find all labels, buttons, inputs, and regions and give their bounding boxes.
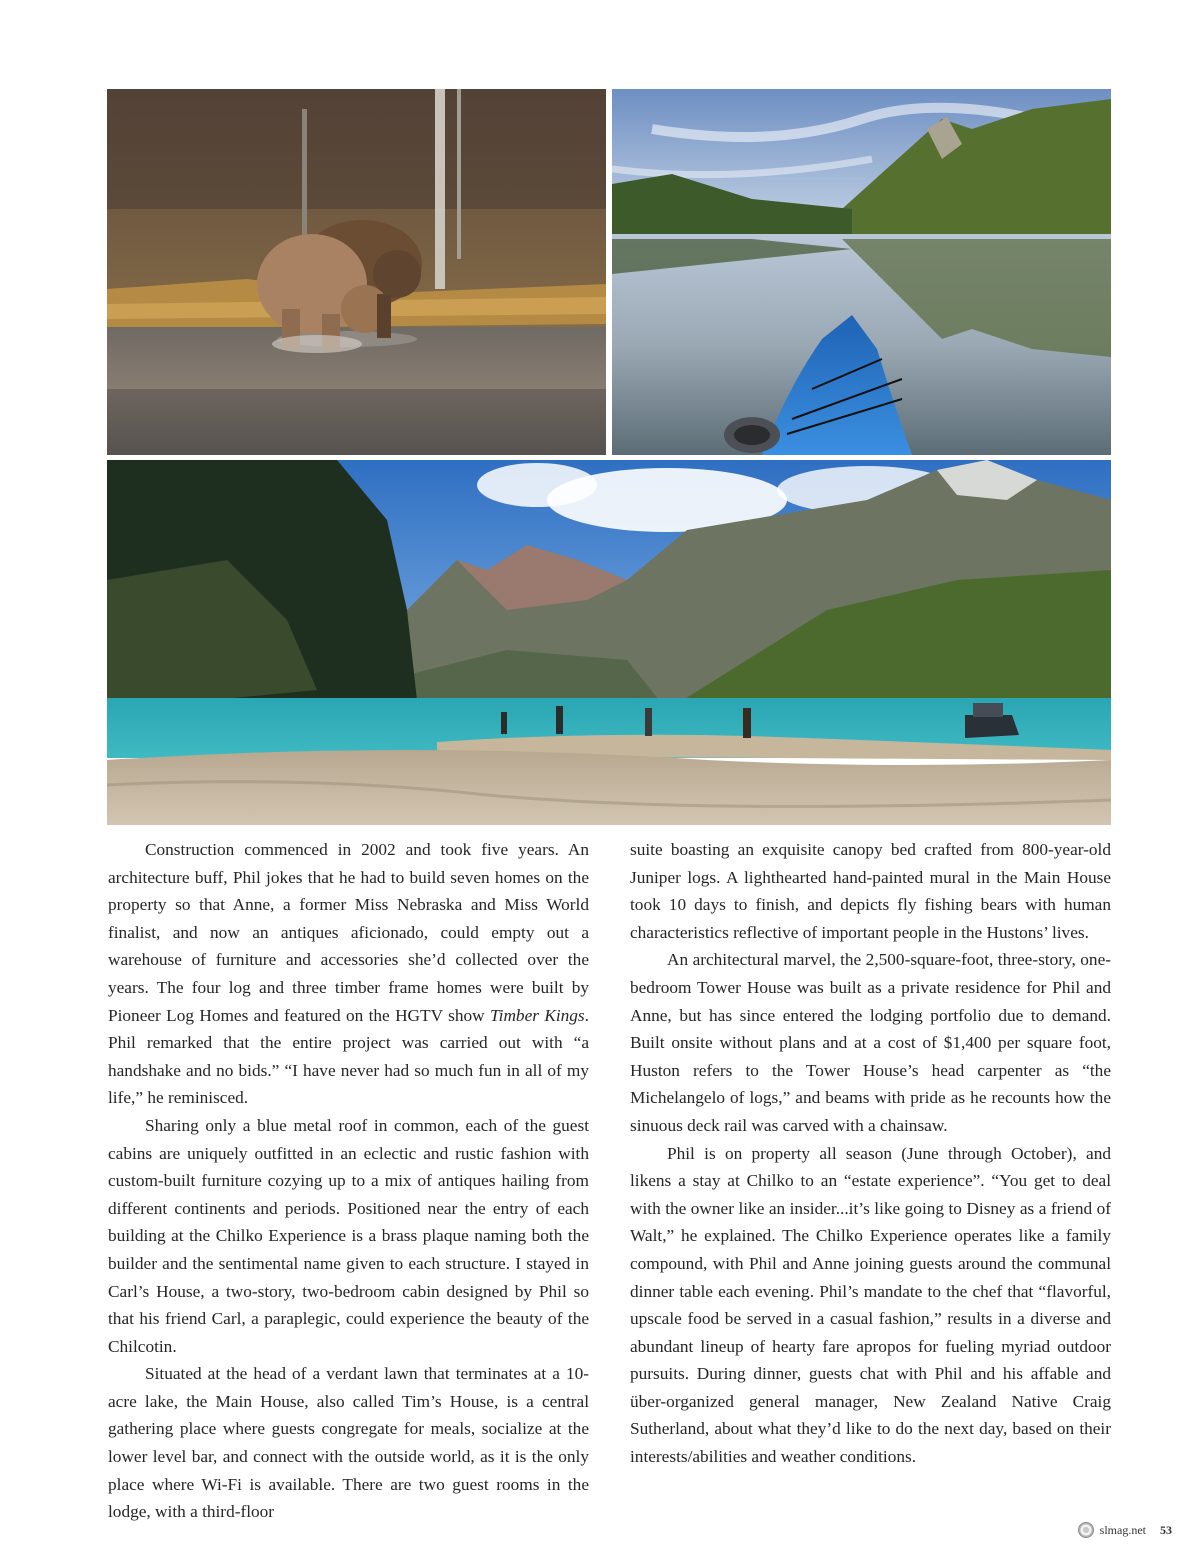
magazine-logo-icon	[1078, 1522, 1094, 1538]
article-column-left	[108, 836, 589, 1526]
paragraph-phil-on-property: Phil is on property all season (June through October), and likens a stay at Chilko to an “estate experience”. “You get to deal with the owner like an insider...it’s like going to Disney as a friend of Walt,” he explained. The Chilko Experience operates like a family compound, with Phil and Anne joining guests around the communal dinner table each evening. Phil’s mandate to the chef that “flavorful, upscale food be served in a casual fashion,” results in a diverse and abundant lineup of hearty fare apropos for fueling myriad outdoor pursuits. During dinner, guests chat with Phil and his affable and über-organized general manager, New Zealand Native Craig Sutherland, about what they’d like to do the next day, based on their interests/abilities and weather conditions.	[630, 1143, 1111, 1467]
page-footer	[1078, 1522, 1172, 1538]
lake-illustration	[107, 460, 1111, 825]
paragraph-suite-continued: suite boasting an exquisite canopy bed crafted from 800-year-old Juniper logs. A lighthearted hand-painted mural in the Main House took 10 days to finish, and depicts fly fishing bears with human characteristics reflective of important people in the Hustons’ lives.	[630, 840, 1111, 942]
photo-lake	[107, 460, 1111, 825]
photo-bears	[107, 89, 606, 455]
paragraph-main-house: Situated at the head of a verdant lawn that terminates at a 10-acre lake, the Main House, also called Tim’s House, is a central gathering place where guests congregate for meals, socialize at the lower level bar, and connect with the outside world, as it is the only place where Wi-Fi is available. There are two guest rooms in the lodge, with a third-floor	[108, 1364, 589, 1522]
page-number: 53	[1160, 1522, 1172, 1537]
show-title: Timber Kings	[489, 1005, 585, 1025]
photo-kayak	[612, 89, 1111, 455]
site-url[interactable]: slmag.net	[1099, 1522, 1146, 1537]
paragraph-cabins: Sharing only a blue metal roof in common, each of the guest cabins are uniquely outfitted in an eclectic and rustic fashion with custom-built furniture cozying up to a mix of antiques hailing from different continents and periods. Positioned near the entry of each building at the Chilko Experience is a brass plaque naming both the builder and the sentimental name given to each structure. I stayed in Carl’s House, a two-story, two-bedroom cabin designed by Phil so that his friend Carl, a paraplegic, could experience the beauty of the Chilcotin.	[108, 1115, 589, 1356]
kayak-illustration	[612, 89, 1111, 455]
paragraph-construction: Construction commenced in 2002 and took five years. An architecture buff, Phil jokes that he had to build seven homes on the property so that Anne, a former Miss Nebraska and Miss World finalist, and now an antiques aficionado, could empty out a warehouse of furniture and accessories she’d collected over the years. The four log and three timber frame homes were built by Pioneer Log Homes and featured on the HGTV show Timber Kings. Phil remarked that the entire project was carried out with “a handshake and no bids.” “I have never had so much fun in all of my life,” he reminisced.	[108, 840, 589, 1108]
bears-illustration	[107, 89, 606, 455]
article-column-right	[630, 836, 1111, 1471]
paragraph-tower-house: An architectural marvel, the 2,500-square-foot, three-story, one-bedroom Tower House was built as a private residence for Phil and Anne, but has since entered the lodging portfolio due to demand. Built onsite without plans and at a cost of $1,400 per square foot, Huston refers to the Tower House’s head carpenter as “the Michelangelo of logs,” and beams with pride as he recounts how the sinuous deck rail was carved with a chainsaw.	[630, 950, 1111, 1135]
